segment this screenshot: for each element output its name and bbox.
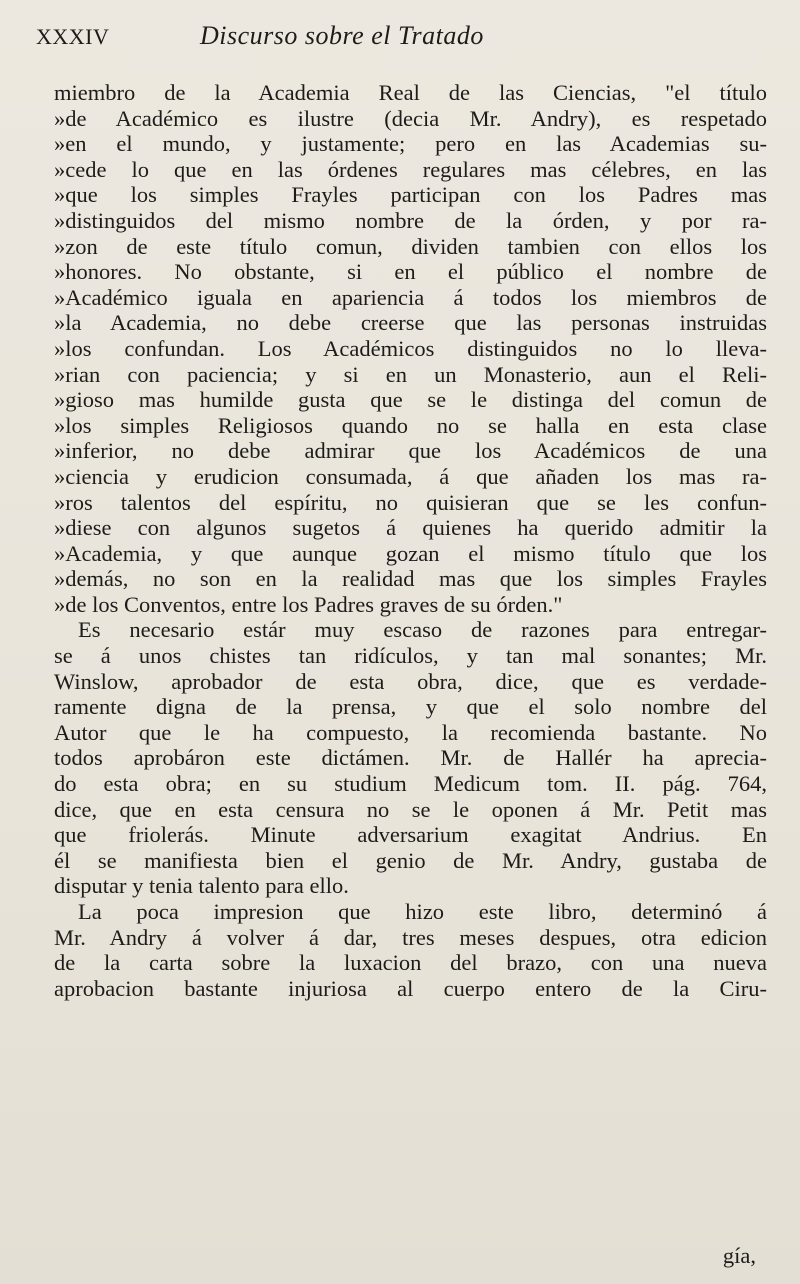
text-line: Es necesario estár muy escaso de razones para entregar-	[78, 617, 767, 643]
catchword: gía,	[722, 1243, 756, 1268]
text-line: »Academia, y que aunque gozan el mismo título que los	[54, 540, 767, 566]
text-line: »diese con algunos sugetos á quienes ha querido admitir la	[54, 515, 767, 541]
text-line: »ros talentos del espíritu, no quisieran que se les confun-	[54, 489, 767, 515]
text-line: dice, que en esta censura no se le oponen á Mr. Petit mas	[54, 796, 767, 822]
text-line: Mr. Andry á volver á dar, tres meses despues, otra edicion	[54, 924, 767, 950]
text-line: »los simples Religiosos quando no se halla en esta clase	[54, 412, 767, 438]
text-line: »de Académico es ilustre (decia Mr. Andry), es respetado	[54, 105, 767, 131]
text-line: »los confundan. Los Académicos distinguidos no lo lleva-	[54, 335, 767, 361]
text-line: él se manifiesta bien el genio de Mr. Andry, gustaba de	[54, 847, 767, 873]
text-line: »demás, no son en la realidad mas que los simples Frayles	[54, 566, 767, 592]
text-line: »Académico iguala en apariencia á todos los miembros de	[54, 284, 767, 310]
text-line: aprobacion bastante injuriosa al cuerpo entero de la Ciru-	[54, 975, 767, 1001]
text-line: do esta obra; en su studium Medicum tom. II. pág. 764,	[54, 771, 767, 797]
page-number: XXXIV	[36, 24, 110, 49]
text-line: »la Academia, no debe creerse que las personas instruidas	[54, 310, 767, 336]
text-line: Winslow, aprobador de esta obra, dice, que es verdade-	[54, 668, 767, 694]
text-line: ramente digna de la prensa, y que el solo nombre del	[54, 694, 767, 720]
text-line: que friolerás. Minute adversarium exagitat Andrius. En	[54, 822, 767, 848]
text-line: todos aprobáron este dictámen. Mr. de Hallér ha aprecia-	[54, 745, 767, 771]
text-line: miembro de la Academia Real de las Ciencias, "el título	[54, 80, 767, 105]
text-line: »distinguidos del mismo nombre de la órden, y por ra-	[54, 207, 767, 233]
text-line: »zon de este título comun, dividen tambien con ellos los	[54, 233, 767, 259]
text-line: La poca impresion que hizo este libro, determinó á	[78, 899, 767, 924]
text-line: disputar y tenia talento para ello.	[54, 873, 349, 899]
text-line: »inferior, no debe admirar que los Académicos de una	[54, 438, 767, 464]
text-line: »gioso mas humilde gusta que se le distinga del comun de	[54, 387, 767, 413]
text-line: »de los Conventos, entre los Padres graves de su órden."	[54, 591, 563, 617]
text-line: Autor que le ha compuesto, la recomienda bastante. No	[54, 719, 767, 745]
running-title: Discurso sobre el Tratado	[200, 21, 484, 50]
text-line: de la carta sobre la luxacion del brazo, con una nueva	[54, 950, 767, 976]
text-line: »en el mundo, y justamente; pero en las Academias su-	[54, 131, 767, 157]
running-header	[36, 16, 764, 56]
text-line: »ciencia y erudicion consumada, á que añaden los mas ra-	[54, 463, 767, 489]
text-line: »rian con paciencia; y si en un Monasterio, aun el Reli-	[54, 361, 767, 387]
text-line: se á unos chistes tan ridículos, y tan mal sonantes; Mr.	[54, 643, 767, 669]
text-line: »cede lo que en las órdenes regulares mas célebres, en las	[54, 156, 767, 182]
text-line: »que los simples Frayles participan con los Padres mas	[54, 182, 767, 208]
body-text	[54, 80, 767, 1001]
text-line: »honores. No obstante, si en el público el nombre de	[54, 259, 767, 285]
